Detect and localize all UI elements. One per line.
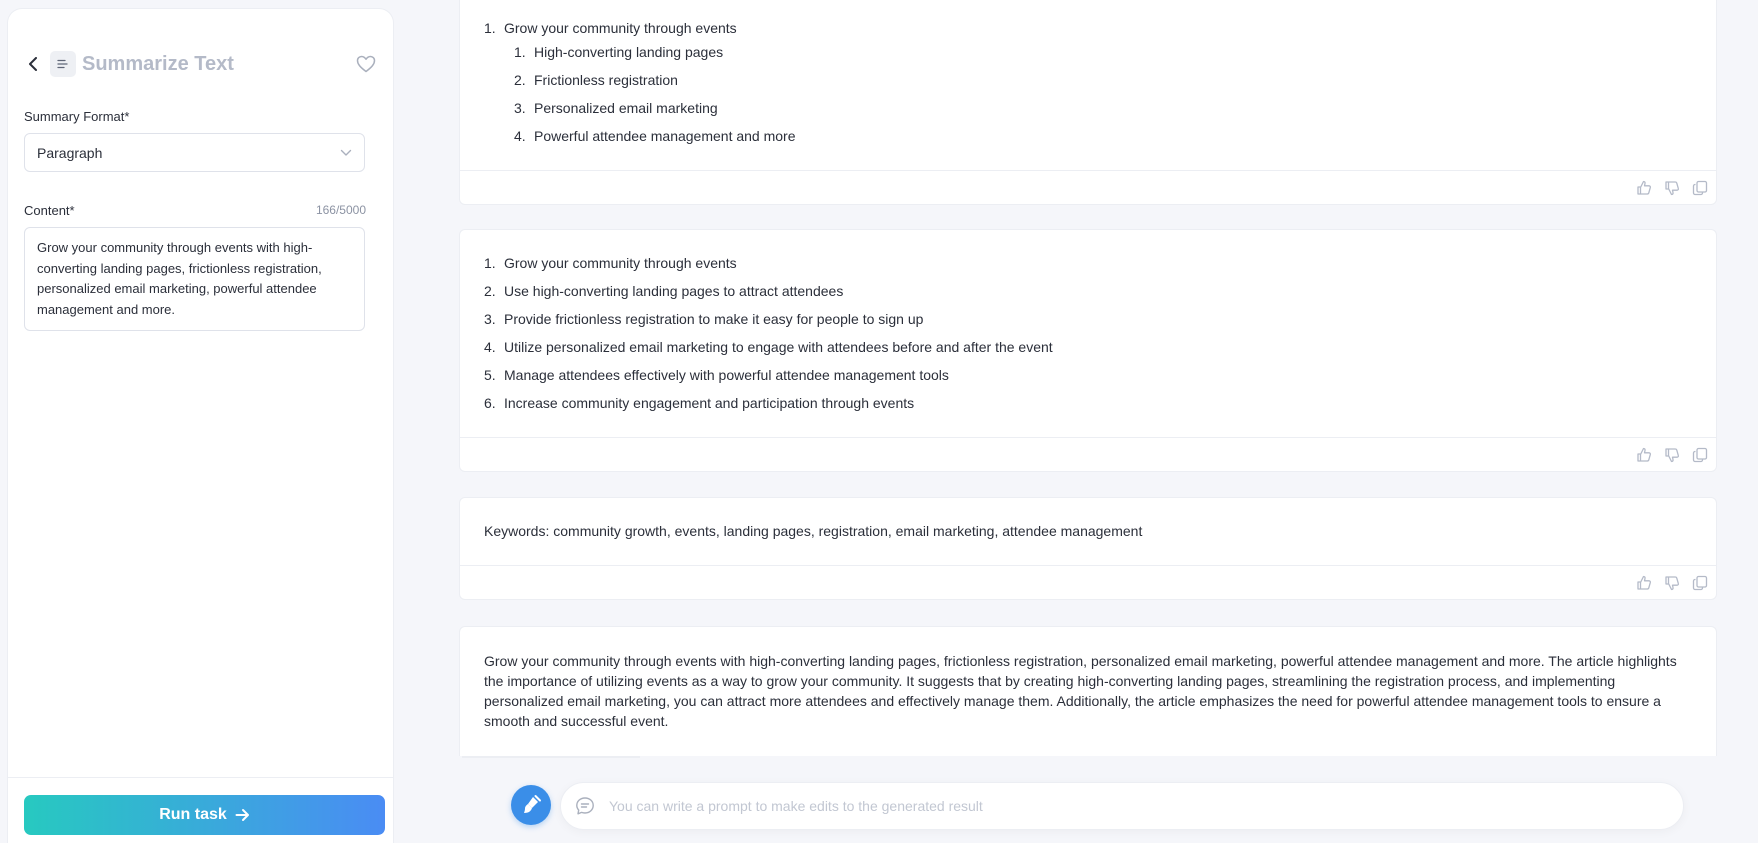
result-card: [459, 626, 1717, 756]
prompt-input[interactable]: [609, 798, 1683, 814]
left-panel: [8, 9, 393, 843]
thumbs-down-icon[interactable]: [1662, 445, 1682, 465]
result-list: [484, 249, 1692, 417]
summary-format-value: Paragraph: [37, 144, 103, 161]
result-list: [484, 18, 1692, 150]
heart-icon[interactable]: [355, 53, 377, 75]
run-task-button[interactable]: [24, 795, 385, 835]
result-card: [459, 0, 1717, 205]
result-card: [459, 229, 1717, 472]
arrow-right-icon: [235, 808, 250, 822]
list-item: 1. Grow your community through events: [484, 255, 737, 271]
char-count: 166/5000: [315, 203, 366, 217]
run-task-label: Run task: [159, 806, 227, 823]
content-textarea[interactable]: Grow your community through events with high-converting landing pages, frictionless registration, personalized email marketing, powerful attendee management and more.: [24, 227, 365, 331]
thumbs-down-icon[interactable]: [1662, 178, 1682, 198]
chevron-down-icon: [340, 149, 352, 157]
sub-list: [484, 38, 1692, 150]
list-item: 1. High-converting landing pages: [514, 44, 724, 60]
divider: [462, 756, 640, 758]
list-item: 5. Manage attendees effectively with powerful attendee management tools: [484, 367, 949, 383]
keywords-text: Keywords: community growth, events, landing pages, registration, email marketing, attendee management: [484, 523, 1143, 539]
list-item: 4. Utilize personalized email marketing to engage with attendees before and after the event: [484, 339, 1053, 355]
summary-paragraph: Grow your community through events with high-converting landing pages, frictionless registration, personalized email marketing, powerful attendee management and more. The article highlights the importance of utilizing events as a way to grow your community. It suggests that by creating high-converting landing pages, streamlining the registration process, and implementing personalized email marketing, you can attract more attendees and effectively manage them. Additionally, the article emphasizes the need for powerful attendee management tools to ensure a smooth and successful event.: [484, 653, 1677, 729]
list-item: 3. Personalized email marketing: [514, 100, 718, 116]
copy-icon[interactable]: [1690, 178, 1710, 198]
thumbs-down-icon[interactable]: [1662, 573, 1682, 593]
copy-icon[interactable]: [1690, 445, 1710, 465]
list-item: 1. Grow your community through events: [484, 20, 737, 36]
page-title: Summarize Text: [82, 52, 234, 75]
thumbs-up-icon[interactable]: [1634, 445, 1654, 465]
copy-icon[interactable]: [1690, 573, 1710, 593]
summary-format-select[interactable]: [24, 133, 365, 172]
thumbs-up-icon[interactable]: [1634, 178, 1654, 198]
divider: [8, 777, 393, 778]
content-label: Content*: [24, 203, 75, 218]
card-actions: [460, 565, 1716, 599]
prompt-bar: [560, 782, 1684, 830]
document-icon: [50, 51, 76, 77]
brush-icon: [520, 794, 542, 816]
card-actions: [460, 170, 1716, 204]
result-card: [459, 497, 1717, 600]
thumbs-up-icon[interactable]: [1634, 573, 1654, 593]
summary-format-label: Summary Format*: [24, 109, 130, 124]
panel-header: [24, 41, 377, 87]
list-item: 2. Use high-converting landing pages to attract attendees: [484, 283, 844, 299]
back-icon[interactable]: [24, 54, 44, 74]
sub-list-container: [484, 38, 1692, 150]
chat-icon: [575, 796, 595, 816]
list-item: 6. Increase community engagement and participation through events: [484, 395, 915, 411]
brush-button[interactable]: [511, 785, 551, 825]
card-actions: [460, 437, 1716, 471]
list-item: 2. Frictionless registration: [514, 72, 678, 88]
list-item: 3. Provide frictionless registration to make it easy for people to sign up: [484, 311, 924, 327]
list-item: 4. Powerful attendee management and more: [514, 128, 796, 144]
